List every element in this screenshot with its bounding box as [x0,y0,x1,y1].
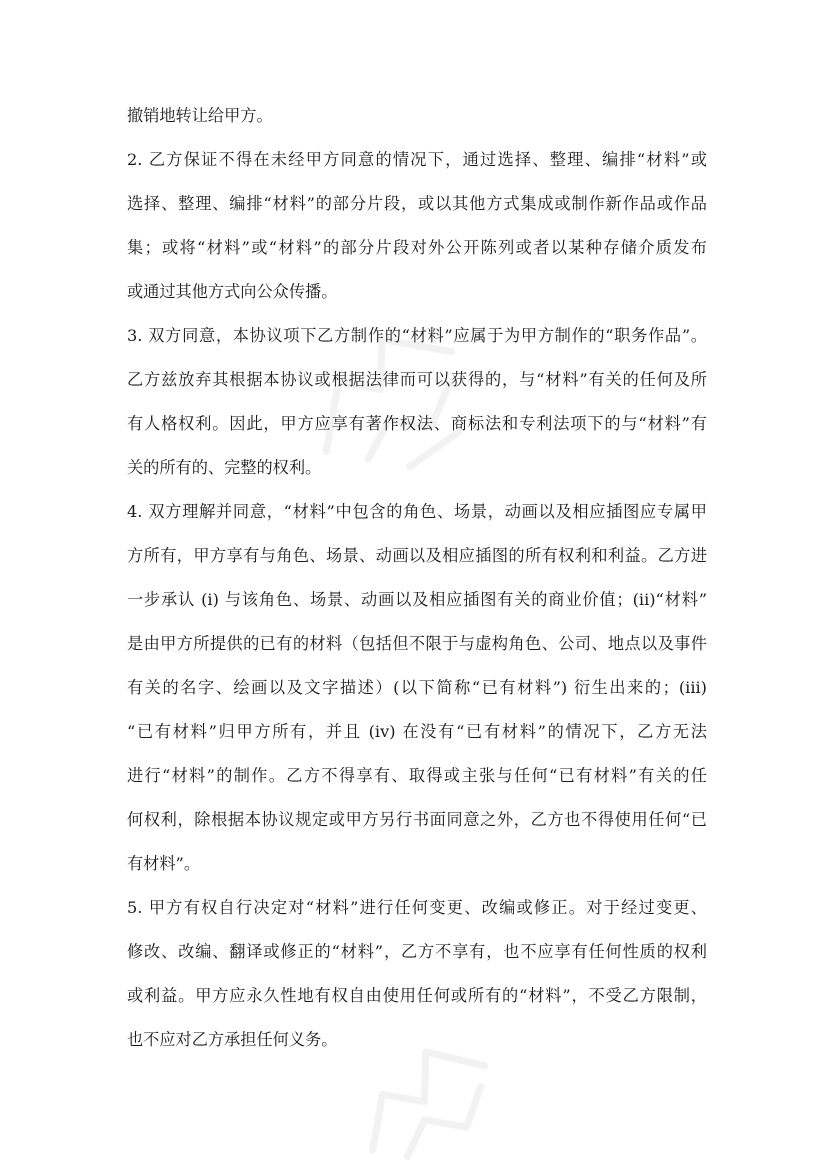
clause-5-line: 也不应对乙方承担任何义务。 [127,1030,338,1049]
clause-3-line: 有人格权利。因此，甲方应享有著作权法、商标法和专利法项下的与“材料”有 [127,414,707,433]
clause-3-line: 乙方兹放弃其根据本协议或根据法律而可以获得的，与“材料”有关的任何及所 [127,370,707,389]
clause-4-line: 何权利，除根据本协议规定或甲方另行书面同意之外，乙方也不得使用任何“已 [127,810,707,829]
clause-4-line: 进行“材料”的制作。乙方不得享有、取得或主张与任何“已有材料”有关的任 [127,766,707,785]
clause-2-line: 2. 乙方保证不得在未经甲方同意的情况下，通过选择、整理、编排“材料”或 [127,150,707,169]
clause-4-line: 有材料”。 [127,854,201,873]
clause-4-line: 有关的名字、绘画以及文字描述）(以下简称“已有材料”) 衍生出来的；(iii) [127,678,707,697]
clause-4-line: 4. 双方理解并同意，“材料”中包含的角色、场景，动画以及相应插图应专属甲 [127,502,707,521]
clause-5-line: 修改、改编、翻译或修正的“材料”，乙方不享有，也不应享有任何性质的权利 [127,942,707,961]
clause-4-line: 是由甲方所提供的已有的材料（包括但不限于与虚构角色、公司、地点以及事件 [127,634,707,653]
clause-2-line: 或通过其他方式向公众传播。 [127,282,338,301]
clause-5-line: 或利益。甲方应永久性地有权自由使用任何或所有的“材料”，不受乙方限制， [127,986,707,1005]
clause-4-line: 方所有，甲方享有与角色、场景、动画以及相应插图的所有权利和利益。乙方进 [127,546,707,565]
clause-5-line: 5. 甲方有权自行决定对“材料”进行任何变更、改编或修正。对于经过变更、 [127,898,707,917]
clause-4-line: 一步承认 (i) 与该角色、场景、动画以及相应插图有关的商业价值；(ii)“材料” [127,590,707,609]
clause-3-line: 关的所有的、完整的权利。 [127,458,322,477]
paragraph-line: 撤销地转让给甲方。 [127,106,273,125]
clause-2-line: 选择、整理、编排“材料”的部分片段，或以其他方式集成或制作新作品或作品 [127,194,707,213]
clause-2-line: 集；或将“材料”或“材料”的部分片段对外公开陈列或者以某种存储介质发布 [127,238,707,257]
clause-3-line: 3. 双方同意，本协议项下乙方制作的“材料”应属于为甲方制作的“职务作品”。 [127,326,707,345]
clause-4-line: “已有材料”归甲方所有，并且 (iv) 在没有“已有材料”的情况下，乙方无法 [127,722,707,741]
